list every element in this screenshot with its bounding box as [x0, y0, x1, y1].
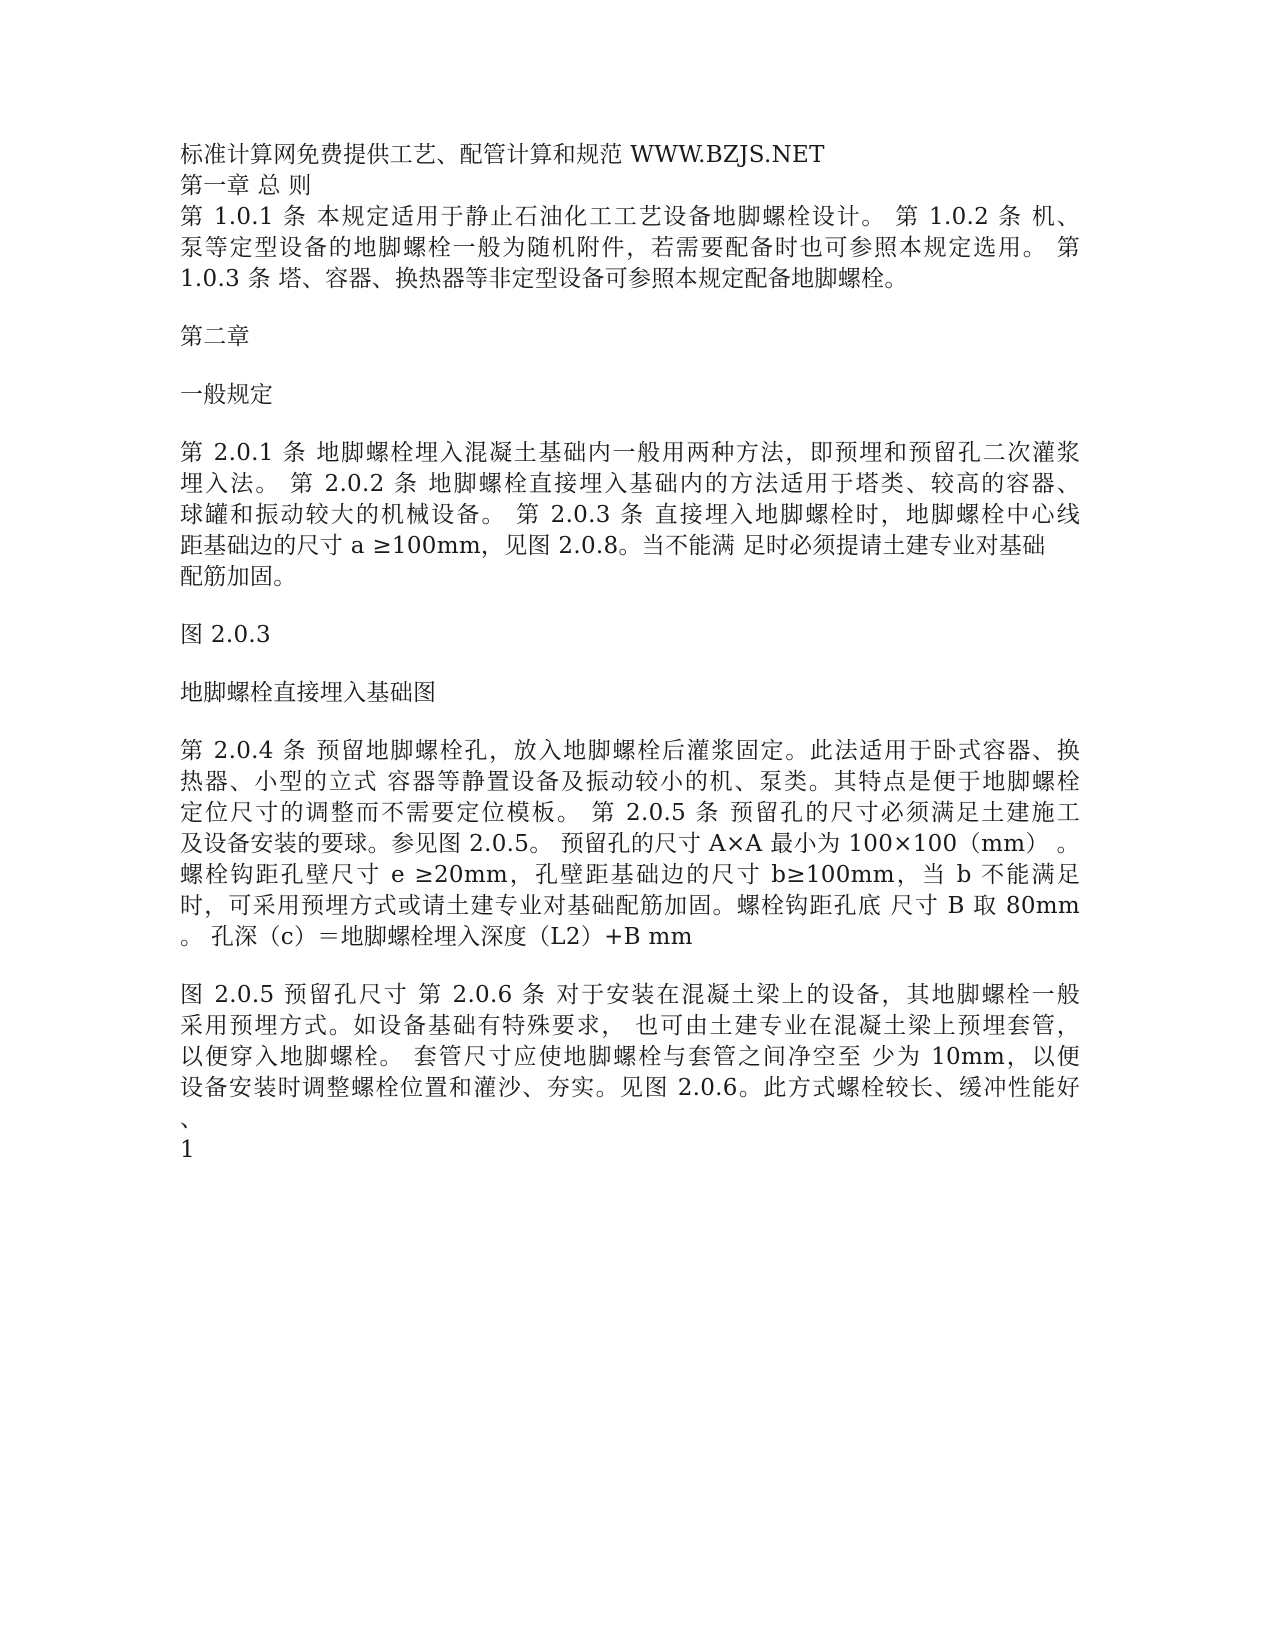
paragraph-line: 埋入法。 第 2.0.2 条 地脚螺栓直接埋入基础内的方法适用于塔类、较高的容器、 — [180, 471, 1080, 497]
paragraph-line: 设备安装时调整螺栓位置和灌沙、夯实。见图 2.0.6。此方式螺栓较长、缓冲性能好 — [180, 1075, 1080, 1101]
paragraph-line: 图 2.0.5 预留孔尺寸 第 2.0.6 条 对于安装在混凝土梁上的设备，其地脚螺栓一般 — [180, 982, 1080, 1008]
paragraph-4 — [180, 980, 1080, 1135]
paragraph-line: 泵等定型设备的地脚螺栓一般为随机附件，若需要配备时也可参照本规定选用。 第 — [180, 235, 1080, 261]
paragraph-line: 距基础边的尺寸 a ≥100mm，见图 2.0.8。当不能满 足时必须提请土建专业对基础 — [180, 533, 1046, 559]
paragraph-line: 以便穿入地脚螺栓。 套管尺寸应使地脚螺栓与套管之间净空至 少为 10mm，以便 — [180, 1044, 1080, 1070]
document-page — [180, 140, 1080, 1166]
paragraph-1 — [180, 202, 1080, 295]
paragraph-line: 螺栓钩距孔壁尺寸 e ≥20mm，孔壁距基础边的尺寸 b≥100mm，当 b 不能满足 — [180, 862, 1080, 888]
paragraph-2 — [180, 438, 1080, 593]
chapter-2-title: 第二章 — [180, 324, 250, 350]
figure-2-0-3-label: 图 2.0.3 — [180, 622, 271, 648]
paragraph-line: 1.0.3 条 塔、容器、换热器等非定型设备可参照本规定配备地脚螺栓。 — [180, 266, 908, 292]
paragraph-line: 。 孔深（c）＝地脚螺栓埋入深度（L2）+B mm — [180, 924, 693, 950]
paragraph-line: 第 2.0.4 条 预留地脚螺栓孔，放入地脚螺栓后灌浆固定。此法适用于卧式容器、换 — [180, 738, 1080, 764]
paragraph-line: 定位尺寸的调整而不需要定位模板。 第 2.0.5 条 预留孔的尺寸必须满足土建施工 — [180, 800, 1080, 826]
paragraph-line: 第 2.0.1 条 地脚螺栓埋入混凝土基础内一般用两种方法，即预埋和预留孔二次灌浆 — [180, 440, 1080, 466]
paragraph-line: 配筋加固。 — [180, 564, 297, 590]
paragraph-line: 、 — [180, 1106, 204, 1132]
paragraph-line: 及设备安装的要球。参见图 2.0.5。 预留孔的尺寸 A×A 最小为 100×100（mm） 。 — [180, 831, 1080, 857]
chapter-1-title: 第一章 总 则 — [180, 173, 312, 199]
chapter-2-subtitle: 一般规定 — [180, 382, 274, 408]
paragraph-line: 采用预埋方式。如设备基础有特殊要求， 也可由土建专业在混凝土梁上预埋套管， — [180, 1013, 1080, 1039]
document-header: 标准计算网免费提供工艺、配管计算和规范 WWW.BZJS.NET — [180, 142, 825, 168]
page-number: 1 — [180, 1137, 195, 1163]
paragraph-3 — [180, 736, 1080, 953]
figure-2-0-3-caption: 地脚螺栓直接埋入基础图 — [180, 680, 437, 706]
paragraph-line: 球罐和振动较大的机械设备。 第 2.0.3 条 直接埋入地脚螺栓时，地脚螺栓中心线 — [180, 502, 1080, 528]
paragraph-line: 第 1.0.1 条 本规定适用于静止石油化工工艺设备地脚螺栓设计。 第 1.0.2 条 机、 — [180, 204, 1080, 230]
paragraph-line: 热器、小型的立式 容器等静置设备及振动较小的机、泵类。其特点是便于地脚螺栓 — [180, 769, 1080, 795]
paragraph-line: 时，可采用预埋方式或请土建专业对基础配筋加固。螺栓钩距孔底 尺寸 B 取 80mm — [180, 893, 1080, 919]
